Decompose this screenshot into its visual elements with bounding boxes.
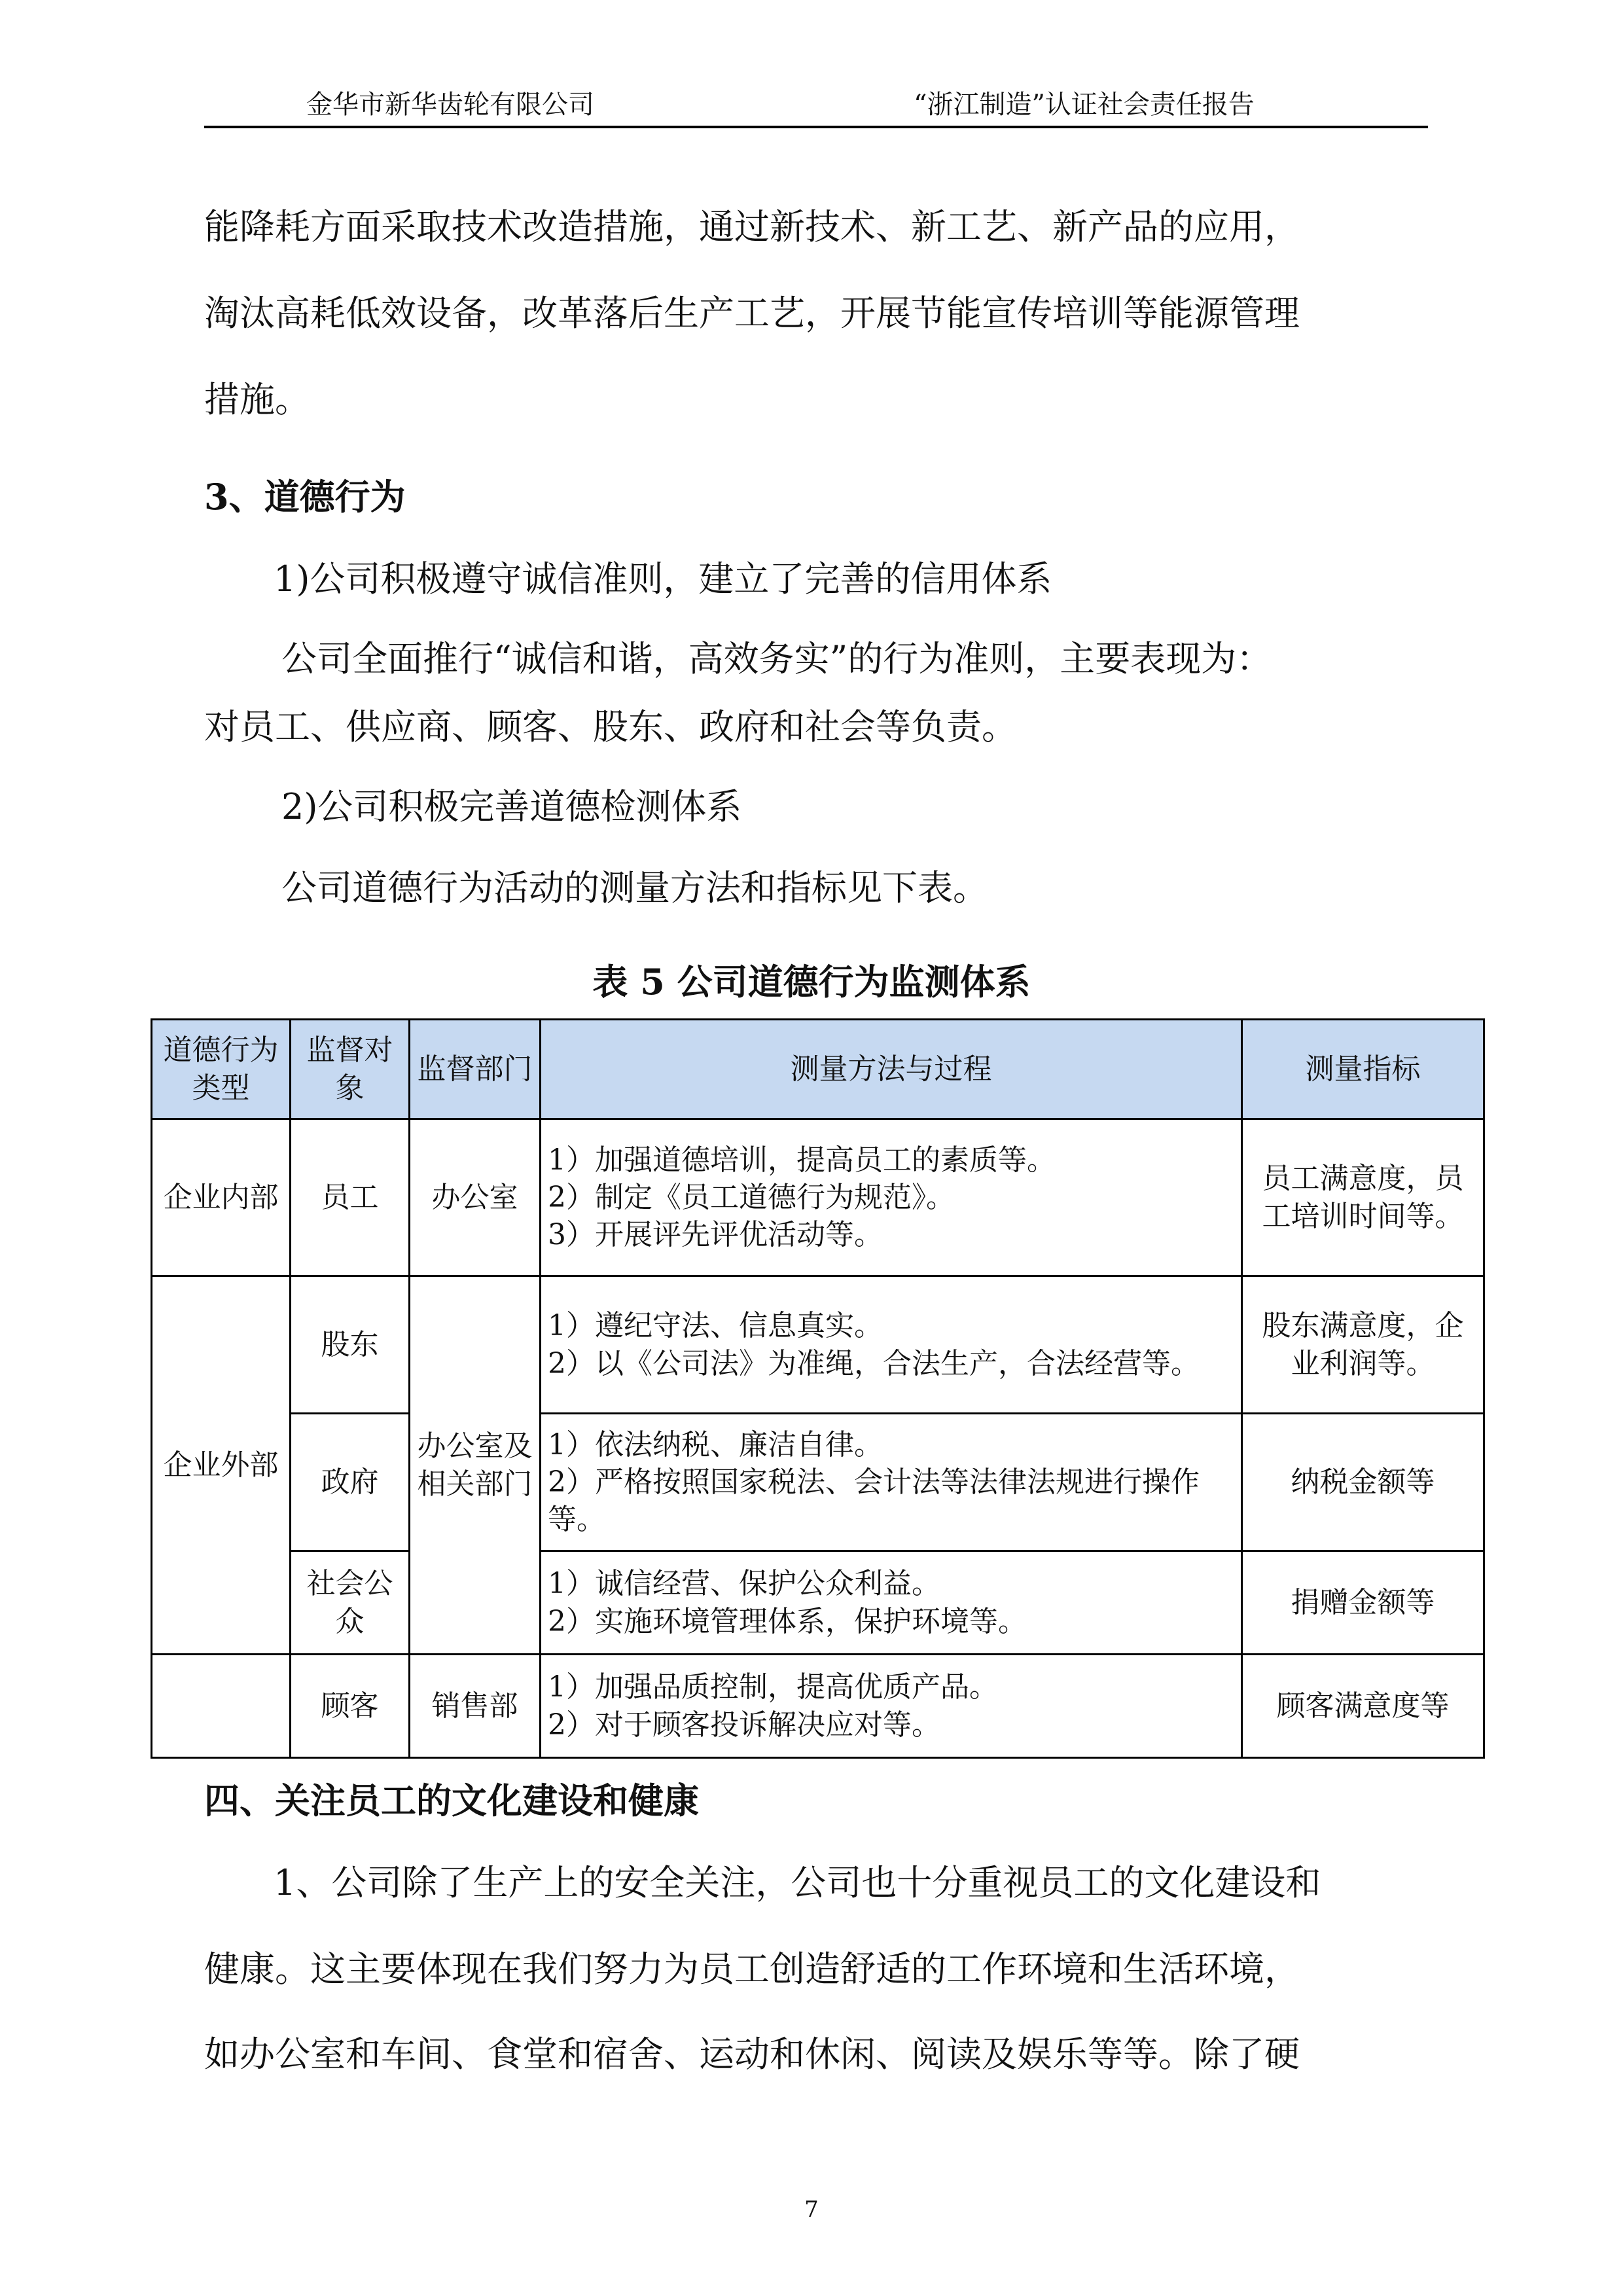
header-cell-type: 道德行为类型 — [152, 1020, 291, 1119]
table-row — [152, 1551, 1484, 1655]
table-row — [152, 1119, 1484, 1276]
paragraph-line: 淘汰高耗低效设备，改革落后生产工艺，开展节能宣传培训等能源管理 — [204, 293, 1300, 334]
paragraph-line: 公司全面推行“诚信和谐，高效务实”的行为准则，主要表现为： — [281, 638, 1272, 679]
paragraph-line: 对员工、供应商、顾客、股东、政府和社会等负责。 — [204, 706, 1017, 747]
header-company-name: 金华市新华齿轮有限公司 — [306, 90, 594, 120]
paragraph-line: 能降耗方面采取技术改造措施，通过新技术、新工艺、新产品的应用， — [204, 206, 1300, 247]
cell-type: 企业内部 — [152, 1119, 291, 1276]
cell-dept-shared: 办公室及相关部门 — [410, 1276, 541, 1655]
cell-type-external: 企业外部 — [152, 1276, 291, 1655]
cell-indicator: 股东满意度，企业利润等。 — [1242, 1276, 1484, 1414]
method-line: 2）实施环境管理体系，保护环境等。 — [548, 1604, 1027, 1638]
cell-type-empty — [152, 1655, 291, 1758]
table-caption: 表 5 公司道德行为监测体系 — [592, 961, 1031, 1003]
cell-dept: 销售部 — [410, 1655, 541, 1758]
cell-object: 社会公众 — [291, 1551, 410, 1655]
table-row — [152, 1414, 1484, 1551]
method-line: 1）诚信经营、保护公众利益。 — [548, 1567, 940, 1601]
method-line: 2）制定《员工道德行为规范》。 — [548, 1180, 955, 1214]
cell-method — [541, 1414, 1242, 1551]
ethics-monitoring-table — [151, 1018, 1485, 1759]
method-line: 1）加强品质控制，提高优质产品。 — [548, 1670, 998, 1704]
paragraph-line: 公司道德行为活动的测量方法和指标见下表。 — [281, 867, 988, 908]
cell-indicator: 顾客满意度等 — [1242, 1655, 1484, 1758]
header-report-title: “浙江制造”认证社会责任报告 — [914, 90, 1255, 120]
paragraph-line: 措施。 — [204, 379, 310, 420]
method-line: 1）遵纪守法、信息真实。 — [548, 1309, 883, 1343]
list-item-ethics-detection: 2)公司积极完善道德检测体系 — [281, 786, 742, 827]
method-line: 3）开展评先评优活动等。 — [548, 1218, 883, 1252]
cell-method — [541, 1119, 1242, 1276]
method-line: 1）依法纳税、廉洁自律。 — [548, 1427, 883, 1462]
paragraph-line: 健康。这主要体现在我们努力为员工创造舒适的工作环境和生活环境， — [204, 1948, 1300, 1990]
header-cell-indicator: 测量指标 — [1242, 1020, 1484, 1119]
cell-method — [541, 1276, 1242, 1414]
method-line: 1）加强道德培训，提高员工的素质等。 — [548, 1143, 1056, 1177]
cell-indicator: 纳税金额等 — [1242, 1414, 1484, 1551]
table-row — [152, 1655, 1484, 1758]
cell-method — [541, 1655, 1242, 1758]
cell-method — [541, 1551, 1242, 1655]
section-heading-culture: 四、关注员工的文化建设和健康 — [204, 1780, 699, 1821]
header-rule — [204, 126, 1428, 128]
header-cell-method: 测量方法与过程 — [541, 1020, 1242, 1119]
cell-indicator: 捐赠金额等 — [1242, 1551, 1484, 1655]
paragraph-line: 1、公司除了生产上的安全关注，公司也十分重视员工的文化建设和 — [274, 1862, 1321, 1903]
table-header-row — [152, 1020, 1484, 1119]
list-item-credit: 1)公司积极遵守诚信准则，建立了完善的信用体系 — [274, 558, 1052, 600]
page-number: 7 — [804, 2197, 819, 2223]
header-cell-dept: 监督部门 — [410, 1020, 541, 1119]
section-heading-ethics: 3、道德行为 — [204, 476, 406, 518]
cell-object: 政府 — [291, 1414, 410, 1551]
method-line: 2）对于顾客投诉解决应对等。 — [548, 1708, 940, 1742]
cell-object: 员工 — [291, 1119, 410, 1276]
paragraph-line: 如办公室和车间、食堂和宿舍、运动和休闲、阅读及娱乐等等。除了硬 — [204, 2034, 1300, 2075]
cell-object: 顾客 — [291, 1655, 410, 1758]
cell-dept: 办公室 — [410, 1119, 541, 1276]
table-row — [152, 1276, 1484, 1414]
cell-object: 股东 — [291, 1276, 410, 1414]
header-cell-object: 监督对象 — [291, 1020, 410, 1119]
method-line: 2）严格按照国家税法、会计法等法律法规进行操作等。 — [548, 1465, 1200, 1537]
method-line: 2）以《公司法》为准绳，合法生产，合法经营等。 — [548, 1346, 1200, 1380]
cell-indicator: 员工满意度，员工培训时间等。 — [1242, 1119, 1484, 1276]
